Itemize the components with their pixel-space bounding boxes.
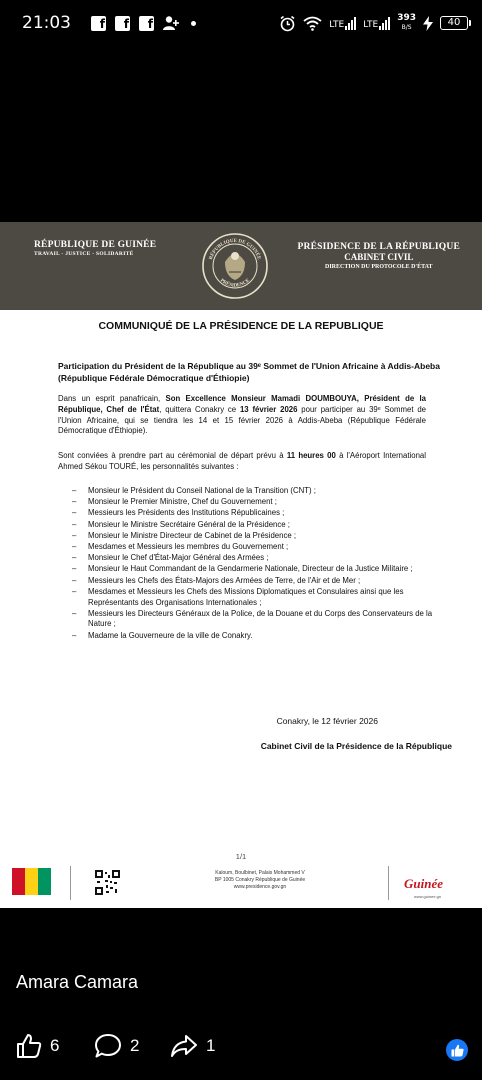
list-item: – Messieurs les Chefs des États-Majors des Armées de Terre, de l'Air et de Mer ; <box>72 576 456 587</box>
person-add-icon <box>163 15 179 31</box>
list-item: – Monsieur le Haut Commandant de la Gendarmerie Nationale, Directeur de la Justice Militaire ; <box>72 564 456 575</box>
list-item: – Monsieur le Ministre Secrétaire Général de la Présidence ; <box>72 520 456 531</box>
communique-subtitle: Participation du Président de la République au 39ᵉ Sommet de l'Union Africaine à Addis-Abeba (République Fédérale Démocratique d'Éthiopie) <box>58 361 440 383</box>
letterhead-left <box>34 240 156 257</box>
more-notifications-dot <box>191 21 196 26</box>
like-reaction-badge[interactable] <box>446 1039 468 1061</box>
thumbs-up-icon <box>451 1044 464 1057</box>
flag-stripe-green <box>38 868 51 895</box>
status-time: 21:03 <box>22 13 71 33</box>
like-button[interactable] <box>16 1033 59 1059</box>
list-item: – Monsieur le Ministre Directeur de Cabinet de la Présidence ; <box>72 531 456 542</box>
share-count: 1 <box>206 1036 216 1055</box>
network-speed: 393 B/S <box>397 13 416 31</box>
page-number: 1/1 <box>235 852 247 861</box>
list-item: – Messieurs les Présidents des Institutions Républicaines ; <box>72 508 456 519</box>
footer-address: Kaloum, Boulbinet, Palais Mohammed V BP 1005 Conakry République de Guinée www.presidence.gov.gn <box>214 870 306 890</box>
signal-lte-icon: LTE <box>363 17 390 30</box>
flag-stripe-yellow <box>25 868 38 895</box>
paragraph-ceremony: Sont conviées à prendre part au cérémonial de départ prévu à 11 heures 00 à l'Aéroport International Ahmed Sékou TOURÉ, les personnalités suivantes : <box>58 451 426 471</box>
alarm-icon <box>279 15 296 32</box>
comment-button[interactable] <box>94 1033 139 1059</box>
list-item: – Monsieur le Président du Conseil National de la Transition (CNT) ; <box>72 486 456 497</box>
signal-lte-icon: LTE <box>329 17 356 30</box>
guinea-flag-icon <box>12 868 51 895</box>
presidential-seal-icon <box>201 232 269 300</box>
guinee-url: www.guinee.gn <box>414 894 442 899</box>
svg-text:PRÉSIDENCE: PRÉSIDENCE <box>219 278 251 289</box>
battery-indicator: 40 <box>440 16 468 30</box>
svg-text:RÉPUBLIQUE DE GUINÉE: RÉPUBLIQUE DE GUINÉE <box>208 238 262 261</box>
post-author-name[interactable]: Amara Camara <box>16 972 139 992</box>
facebook-notification-icon: f <box>91 16 106 31</box>
letterhead-right <box>298 242 460 270</box>
qr-code-icon <box>95 870 120 895</box>
list-item: – Mesdames et Messieurs les Chefs des Missions Diplomatiques et Consulaires ainsi que les Représentants des Organisations Internationales ; <box>72 587 456 608</box>
communique-document[interactable] <box>0 222 482 908</box>
wifi-icon <box>303 16 322 31</box>
comment-bubble-icon <box>94 1033 122 1059</box>
thumbs-up-icon <box>16 1033 42 1059</box>
like-count: 6 <box>50 1036 60 1055</box>
signature-line: Cabinet Civil de la Présidence de la République <box>260 741 452 751</box>
list-item: – Madame la Gouverneure de la ville de Conakry. <box>72 631 456 642</box>
facebook-notification-icon: f <box>115 16 130 31</box>
list-item: – Mesdames et Messieurs les membres du Gouvernement ; <box>72 542 456 553</box>
list-item: – Monsieur le Premier Ministre, Chef du Gouvernement ; <box>72 497 456 508</box>
invitees-list <box>72 486 456 642</box>
facebook-notification-icon: f <box>139 16 154 31</box>
republic-name: RÉPUBLIQUE DE GUINÉE <box>34 240 157 250</box>
post-actions-bar <box>0 1033 482 1069</box>
list-item: – Messieurs les Directeurs Généraux de la Police, de la Douane et du Corps des Conservateurs de la Nature ; <box>72 609 456 630</box>
guinee-logo: Guinée <box>404 876 443 891</box>
charging-bolt-icon <box>423 16 433 31</box>
document-footer <box>0 862 482 908</box>
share-arrow-icon <box>170 1033 198 1059</box>
presidency-name: PRÉSIDENCE DE LA RÉPUBLIQUE <box>297 242 460 252</box>
protocol-direction: DIRECTION DU PROTOCOLE D'ÉTAT <box>325 264 433 270</box>
communique-title: COMMUNIQUÉ DE LA PRÉSIDENCE DE LA REPUBLIQUE <box>98 320 384 332</box>
paragraph-announcement: Dans un esprit panafricain, Son Excellence Monsieur Mamadi DOUMBOUYA, Président de la République, Chef de l'État, quittera Conakry ce 13 février 2026 pour participer au 39ᵉ Sommet de l'Union Africaine, qui se tiendra les 14 et 15 février 2026 à Addis-Abeba (République Fédérale Démocratique d'Éthiopie). <box>58 394 426 436</box>
status-bar <box>0 0 482 46</box>
date-line: Conakry, le 12 février 2026 <box>276 716 378 726</box>
cabinet-name: CABINET CIVIL <box>344 252 414 262</box>
footer-divider <box>388 866 389 900</box>
comment-count: 2 <box>130 1036 140 1055</box>
list-item: – Monsieur le Chef d'État-Major Général des Armées ; <box>72 553 456 564</box>
republic-motto: TRAVAIL - JUSTICE - SOLIDARITÉ <box>34 251 134 257</box>
footer-divider <box>70 866 71 900</box>
document-letterhead <box>0 222 482 310</box>
share-button[interactable] <box>170 1033 215 1059</box>
flag-stripe-red <box>12 868 25 895</box>
